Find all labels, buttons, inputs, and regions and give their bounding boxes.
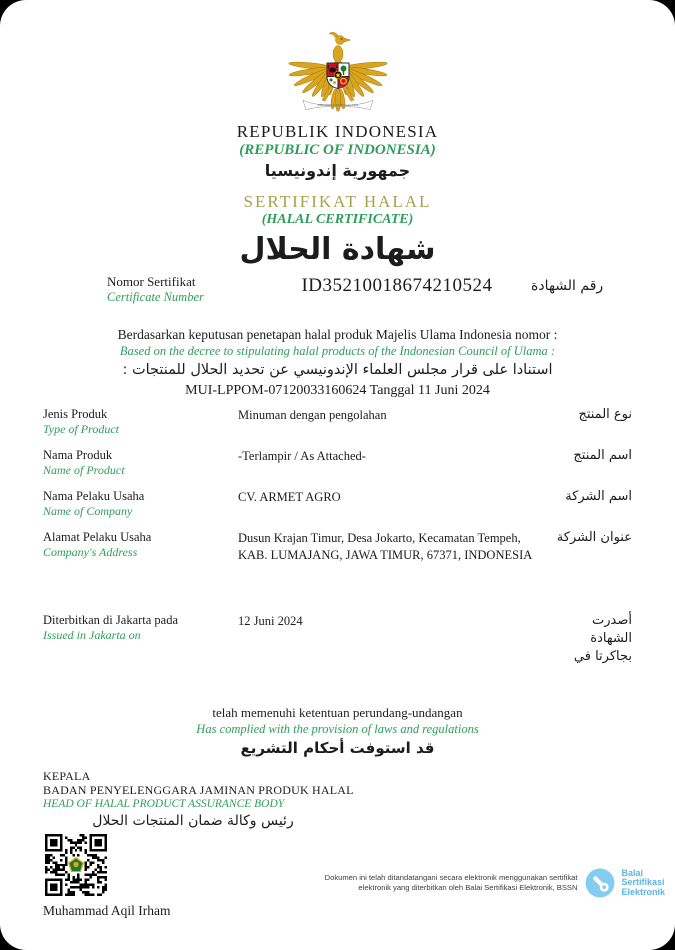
- title-republik-arabic: جمهورية إندونيسيا: [264, 161, 411, 180]
- garuda-pancasila-emblem: [288, 24, 388, 116]
- field-label-id: Jenis Produk: [43, 407, 108, 421]
- bse-logo: [583, 866, 665, 900]
- title-sertifikat-halal: SERTIFIKAT HALAL: [243, 192, 432, 211]
- garuda-beak: [344, 38, 351, 42]
- bse-text-line1: Balai: [621, 867, 643, 878]
- field-value: Minuman dengan pengolahan: [238, 408, 387, 422]
- field-label-arabic: أصدرت الشهادة بجاكرتا في: [573, 613, 632, 664]
- compliance-line-arabic: قد استوفت أحكام التشريع: [240, 739, 435, 757]
- field-label-id: Diterbitkan di Jakarta pada: [43, 613, 179, 627]
- title-halal-certificate: (HALAL CERTIFICATE): [261, 212, 414, 227]
- certificate-number-label-en: Certificate Number: [107, 290, 204, 304]
- disclaimer-line-2: elektronik yang diterbitkan oleh Balai Sertifikasi Elektronik, BSSN: [358, 883, 578, 892]
- signer-title-en: HEAD OF HALAL PRODUCT ASSURANCE BODY: [43, 798, 285, 810]
- certificate-number-label-id: Nomor Sertifikat: [107, 274, 196, 289]
- title-republik-indonesia: REPUBLIK INDONESIA: [236, 122, 439, 141]
- title-halal-certificate-arabic: شهادة الحلال: [239, 232, 436, 267]
- title-republic-of-indonesia: (REPUBLIC OF INDONESIA): [239, 142, 436, 158]
- qr-code: [45, 834, 107, 896]
- field-label-en: Name of Product: [43, 463, 125, 477]
- garuda-neck: [333, 46, 343, 63]
- compliance-statement: [0, 704, 675, 759]
- garuda-motto: BHINNEKA TUNGGAL IKA: [317, 103, 358, 107]
- pancasila-shield: [327, 63, 349, 89]
- field-label-arabic: عنوان الشركة: [556, 530, 632, 545]
- field-label-id: Nama Produk: [43, 448, 113, 462]
- field-label-en: Company's Address: [43, 545, 138, 559]
- decree-line-id: Berdasarkan keputusan penetapan halal produk Majelis Ulama Indonesia nomor :: [117, 327, 558, 342]
- field-label-arabic: اسم الشركة: [565, 489, 632, 504]
- field-row-name-of-company: [43, 488, 632, 519]
- certificate-number-label-arabic: رقم الشهادة: [531, 278, 604, 294]
- bse-text-line2: Sertifikasi: [621, 877, 665, 888]
- esign-footer: [325, 866, 665, 900]
- garuda-head: [335, 36, 344, 45]
- field-label-id: Nama Pelaku Usaha: [43, 489, 145, 503]
- certificate-number-row: [0, 274, 675, 318]
- signer-title-kepala: KEPALA: [43, 769, 91, 783]
- field-value: 12 Juni 2024: [238, 614, 303, 628]
- field-label-id: Alamat Pelaku Usaha: [43, 530, 152, 544]
- signature-block: [0, 769, 675, 831]
- bse-logo-text: [621, 869, 665, 898]
- field-label-arabic: اسم المنتج: [573, 448, 632, 463]
- field-row-name-of-product: [43, 447, 632, 478]
- bse-text-line3: Elektronik: [621, 886, 665, 897]
- decree-line-en: Based on the decree to stipulating halal products of the Indonesian Council of Ulama :: [119, 344, 556, 358]
- disclaimer-line-1: Dokumen ini telah ditandatangani secara elektronik menggunakan sertifikat: [324, 873, 578, 882]
- certificate-fields: [0, 406, 675, 666]
- field-value: CV. ARMET AGRO: [238, 490, 341, 504]
- garuda-eye: [340, 38, 341, 39]
- compliance-line-id: telah memenuhi ketentuan perundang-undangan: [212, 705, 463, 720]
- decree-block: [0, 326, 675, 400]
- compliance-line-en: Has complied with the provision of laws and regulations: [196, 722, 479, 736]
- field-value: -Terlampir / As Attached-: [238, 449, 366, 463]
- decree-number: MUI-LPPOM-07120033160624 Tanggal 11 Juni 2024: [185, 383, 490, 398]
- certificate-number-value: ID35210018674210524: [301, 275, 493, 296]
- esign-disclaimer: [325, 873, 578, 893]
- field-row-company-address: [43, 529, 632, 564]
- signer-name: Muhammad Aqil Irham: [43, 903, 171, 918]
- field-row-issued-date: [43, 612, 632, 666]
- garuda-tail: [329, 89, 345, 112]
- field-label-en: Type of Product: [43, 422, 119, 436]
- signer-title-arabic: رئيس وكالة ضمان المنتجات الحلال: [92, 813, 294, 829]
- signer-title-badan: BADAN PENYELENGGARA JAMINAN PRODUK HALAL: [43, 783, 354, 797]
- field-value: Dusun Krajan Timur, Desa Jokarto, Kecamatan Tempeh, KAB. LUMAJANG, JAWA TIMUR, 67371, INDONESIA: [238, 531, 533, 562]
- decree-line-arabic: استنادا على قرار مجلس العلماء الإندونيسي عن تحديد الحلال للمنتجات :: [122, 362, 553, 378]
- field-label-en: Issued in Jakarta on: [43, 628, 141, 642]
- field-row-type-of-product: [43, 406, 632, 437]
- field-label-arabic: نوع المنتج: [578, 407, 632, 422]
- field-label-en: Name of Company: [43, 504, 133, 518]
- bse-logo-icon: [583, 866, 617, 900]
